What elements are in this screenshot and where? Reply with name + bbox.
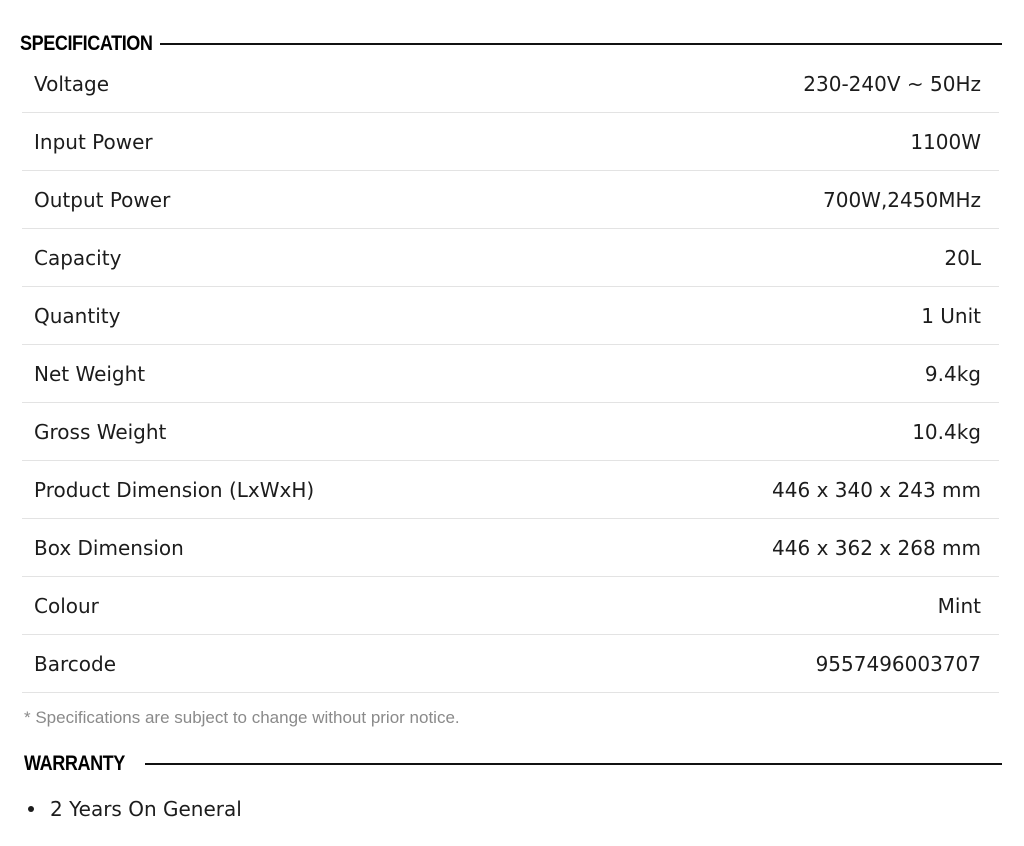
warranty-item-text: 2 Years On General bbox=[50, 797, 242, 821]
spec-row-voltage bbox=[22, 55, 999, 113]
warranty-divider bbox=[145, 763, 1002, 765]
spec-label: Barcode bbox=[22, 635, 574, 693]
specification-divider bbox=[160, 43, 1002, 45]
spec-value: 9557496003707 bbox=[574, 635, 999, 693]
spec-row-product-dimension bbox=[22, 461, 999, 519]
spec-value: 230-240V ~ 50Hz bbox=[574, 55, 999, 113]
spec-row-barcode bbox=[22, 635, 999, 693]
spec-label: Capacity bbox=[22, 229, 574, 287]
spec-label: Gross Weight bbox=[22, 403, 574, 461]
spec-row-gross-weight bbox=[22, 403, 999, 461]
spec-row-quantity bbox=[22, 287, 999, 345]
spec-row-net-weight bbox=[22, 345, 999, 403]
spec-value: 1 Unit bbox=[574, 287, 999, 345]
specification-title: SPECIFICATION bbox=[20, 32, 153, 55]
spec-value: 446 x 362 x 268 mm bbox=[574, 519, 999, 577]
spec-value: 9.4kg bbox=[574, 345, 999, 403]
spec-label: Quantity bbox=[22, 287, 574, 345]
spec-label: Voltage bbox=[22, 55, 574, 113]
spec-label: Product Dimension (LxWxH) bbox=[22, 461, 574, 519]
specification-disclaimer: * Specifications are subject to change without prior notice. bbox=[24, 708, 460, 727]
warranty-title: WARRANTY bbox=[24, 752, 125, 775]
spec-row-colour bbox=[22, 577, 999, 635]
spec-value: 700W,2450MHz bbox=[574, 171, 999, 229]
spec-value: 20L bbox=[574, 229, 999, 287]
list-item bbox=[24, 795, 242, 823]
spec-label: Output Power bbox=[22, 171, 574, 229]
spec-label: Net Weight bbox=[22, 345, 574, 403]
specification-table bbox=[22, 55, 999, 693]
spec-value: 1100W bbox=[574, 113, 999, 171]
spec-value: 10.4kg bbox=[574, 403, 999, 461]
spec-label: Colour bbox=[22, 577, 574, 635]
warranty-list bbox=[24, 795, 242, 823]
spec-row-capacity bbox=[22, 229, 999, 287]
bullet-icon bbox=[28, 806, 34, 812]
spec-row-input-power bbox=[22, 113, 999, 171]
spec-value: Mint bbox=[574, 577, 999, 635]
warranty-header bbox=[24, 749, 1002, 779]
spec-label: Input Power bbox=[22, 113, 574, 171]
spec-row-box-dimension bbox=[22, 519, 999, 577]
spec-row-output-power bbox=[22, 171, 999, 229]
spec-label: Box Dimension bbox=[22, 519, 574, 577]
spec-value: 446 x 340 x 243 mm bbox=[574, 461, 999, 519]
